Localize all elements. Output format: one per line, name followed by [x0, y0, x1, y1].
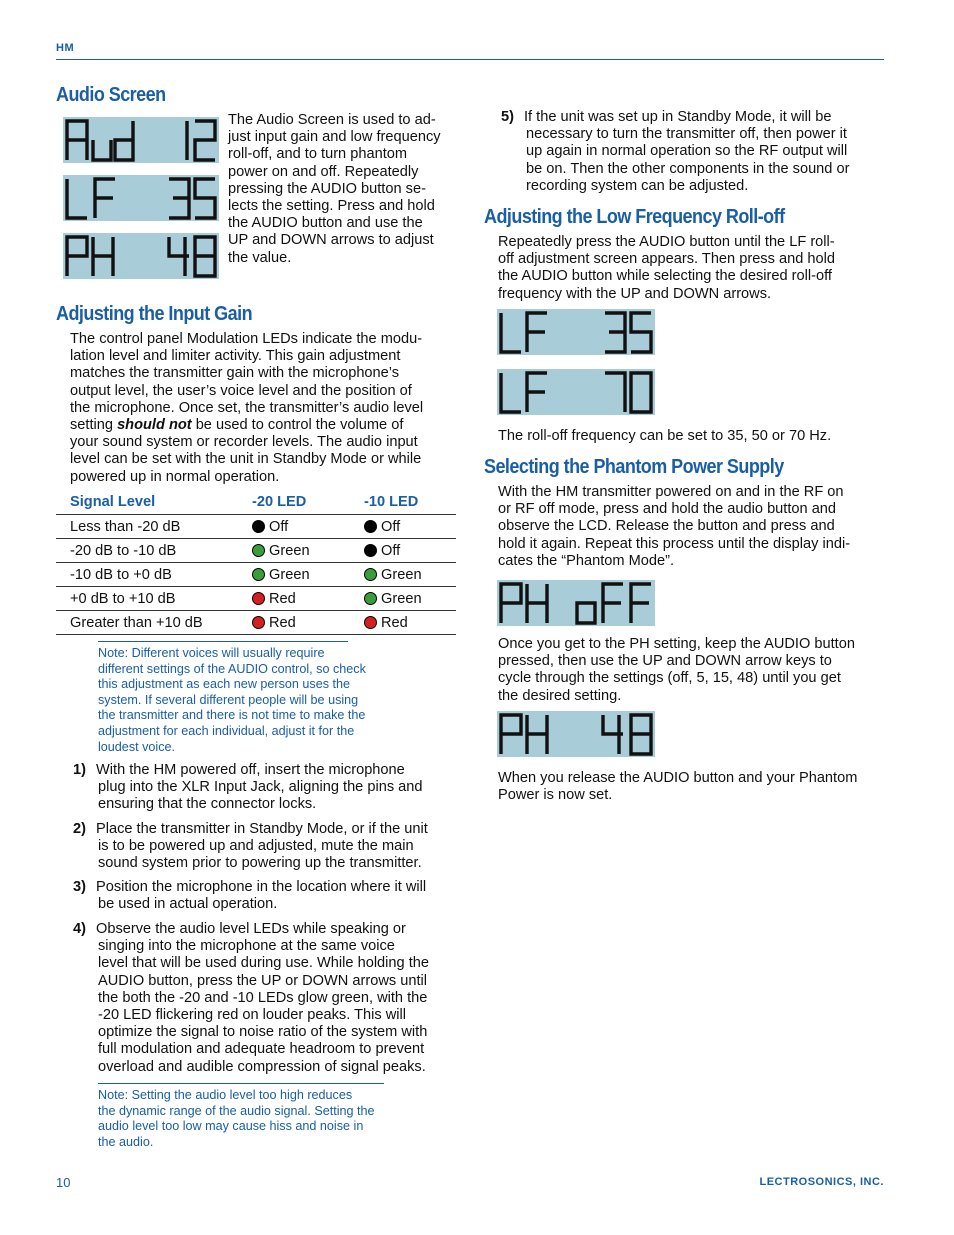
note-rule — [98, 641, 348, 642]
note-rule — [98, 1083, 384, 1084]
signal-level-table — [56, 491, 456, 635]
note-different-voices: Note: Different voices will usually require different settings of the AUDIO control, so check this adjustment as each new person uses the system. If several different people will be using the transmitter and there is not time to make the adjustment for each individual, adjust it for the loudest voice. — [98, 646, 366, 754]
led-green-icon — [252, 568, 265, 581]
low-frequency-paragraph: Repeatedly press the AUDIO button until the LF roll- off adjustment screen appears. Then press and hold the AUDIO button while selecting the desired roll-off frequency with the UP and DOWN arrows. — [498, 234, 835, 302]
led-red-icon — [252, 616, 265, 629]
col-20-led: -20 LED — [252, 494, 307, 510]
note-audio-level: Note: Setting the audio level too high reduces the dynamic range of the audio signal. Setting the audio level too low may cause hiss and noise in the audio. — [98, 1088, 375, 1149]
emphasis-should-not: should not — [117, 417, 192, 434]
led-off-icon — [252, 520, 265, 533]
lcd-display-aud-12 — [63, 117, 219, 163]
table-row: -10 dB to +0 dB Green Green — [56, 563, 456, 587]
input-gain-paragraph: The control panel Modulation LEDs indicate the modu- lation level and limiter activity. This gain adjustment matches the transmitter gain with the microphone’s output level, the user’s voice level and the position of the microphone. Once set, the transmitter’s audio level setting should not be used to control the volume of your sound system or recorder levels. The audio input level can be set with the unit in Standby Mode or while powered up in normal operation. — [70, 331, 424, 485]
table-row: +0 dB to +10 dB Red Green — [56, 587, 456, 611]
company-name: LECTROSONICS, INC. — [759, 1176, 884, 1188]
led-off-icon — [364, 544, 377, 557]
lcd-display-ph-off — [497, 580, 655, 626]
led-off-icon — [364, 520, 377, 533]
lcd-display-ph-48 — [63, 233, 219, 279]
audio-screen-paragraph: The Audio Screen is used to ad- just input gain and low frequency roll-off, and to turn phantom power on and off. Repeatedly pressing the AUDIO button se- lects the setting. Press and hold the AUDIO button and use the UP and DOWN arrows to adjust the value. — [228, 112, 441, 266]
led-green-icon — [364, 568, 377, 581]
lcd-display-lf-35 — [497, 309, 655, 355]
led-red-icon — [364, 616, 377, 629]
table-row: Less than -20 dB Off Off — [56, 515, 456, 539]
phantom-power-paragraph: With the HM transmitter powered on and in the RF on or RF off mode, press and hold the audio button and observe the LCD. Release the button and press and hold it again. Repeat this process until the display indi- cates the “Phantom Mode”. — [498, 484, 851, 569]
low-frequency-heading: Adjusting the Low Frequency Roll-off — [484, 206, 785, 228]
lcd-display-lf-70 — [497, 369, 655, 415]
page-number: 10 — [56, 1175, 71, 1190]
roll-off-frequency-note: The roll-off frequency can be set to 35, 50 or 70 Hz. — [498, 428, 832, 444]
phantom-power-heading: Selecting the Phantom Power Supply — [484, 456, 784, 478]
led-red-icon — [252, 592, 265, 605]
input-gain-heading: Adjusting the Input Gain — [56, 303, 253, 325]
header-rule — [56, 59, 884, 60]
lcd-display-lf-35 — [63, 175, 219, 221]
phantom-setting-paragraph: Once you get to the PH setting, keep the AUDIO button pressed, then use the UP and DOWN arrow keys to cycle through the settings (off, 5, 15, 48) until you get the desired setting. — [498, 636, 855, 704]
col-signal-level: Signal Level — [70, 494, 156, 510]
lcd-display-ph-48 — [497, 711, 655, 757]
phantom-release-paragraph: When you release the AUDIO button and your Phantom Power is now set. — [498, 770, 858, 804]
led-green-icon — [252, 544, 265, 557]
table-row: Greater than +10 dB Red Red — [56, 611, 456, 635]
table-row: -20 dB to -10 dB Green Off — [56, 539, 456, 563]
col-10-led: -10 LED — [364, 494, 419, 510]
audio-screen-heading: Audio Screen — [56, 84, 166, 106]
led-green-icon — [364, 592, 377, 605]
header-model: HM — [56, 42, 75, 54]
